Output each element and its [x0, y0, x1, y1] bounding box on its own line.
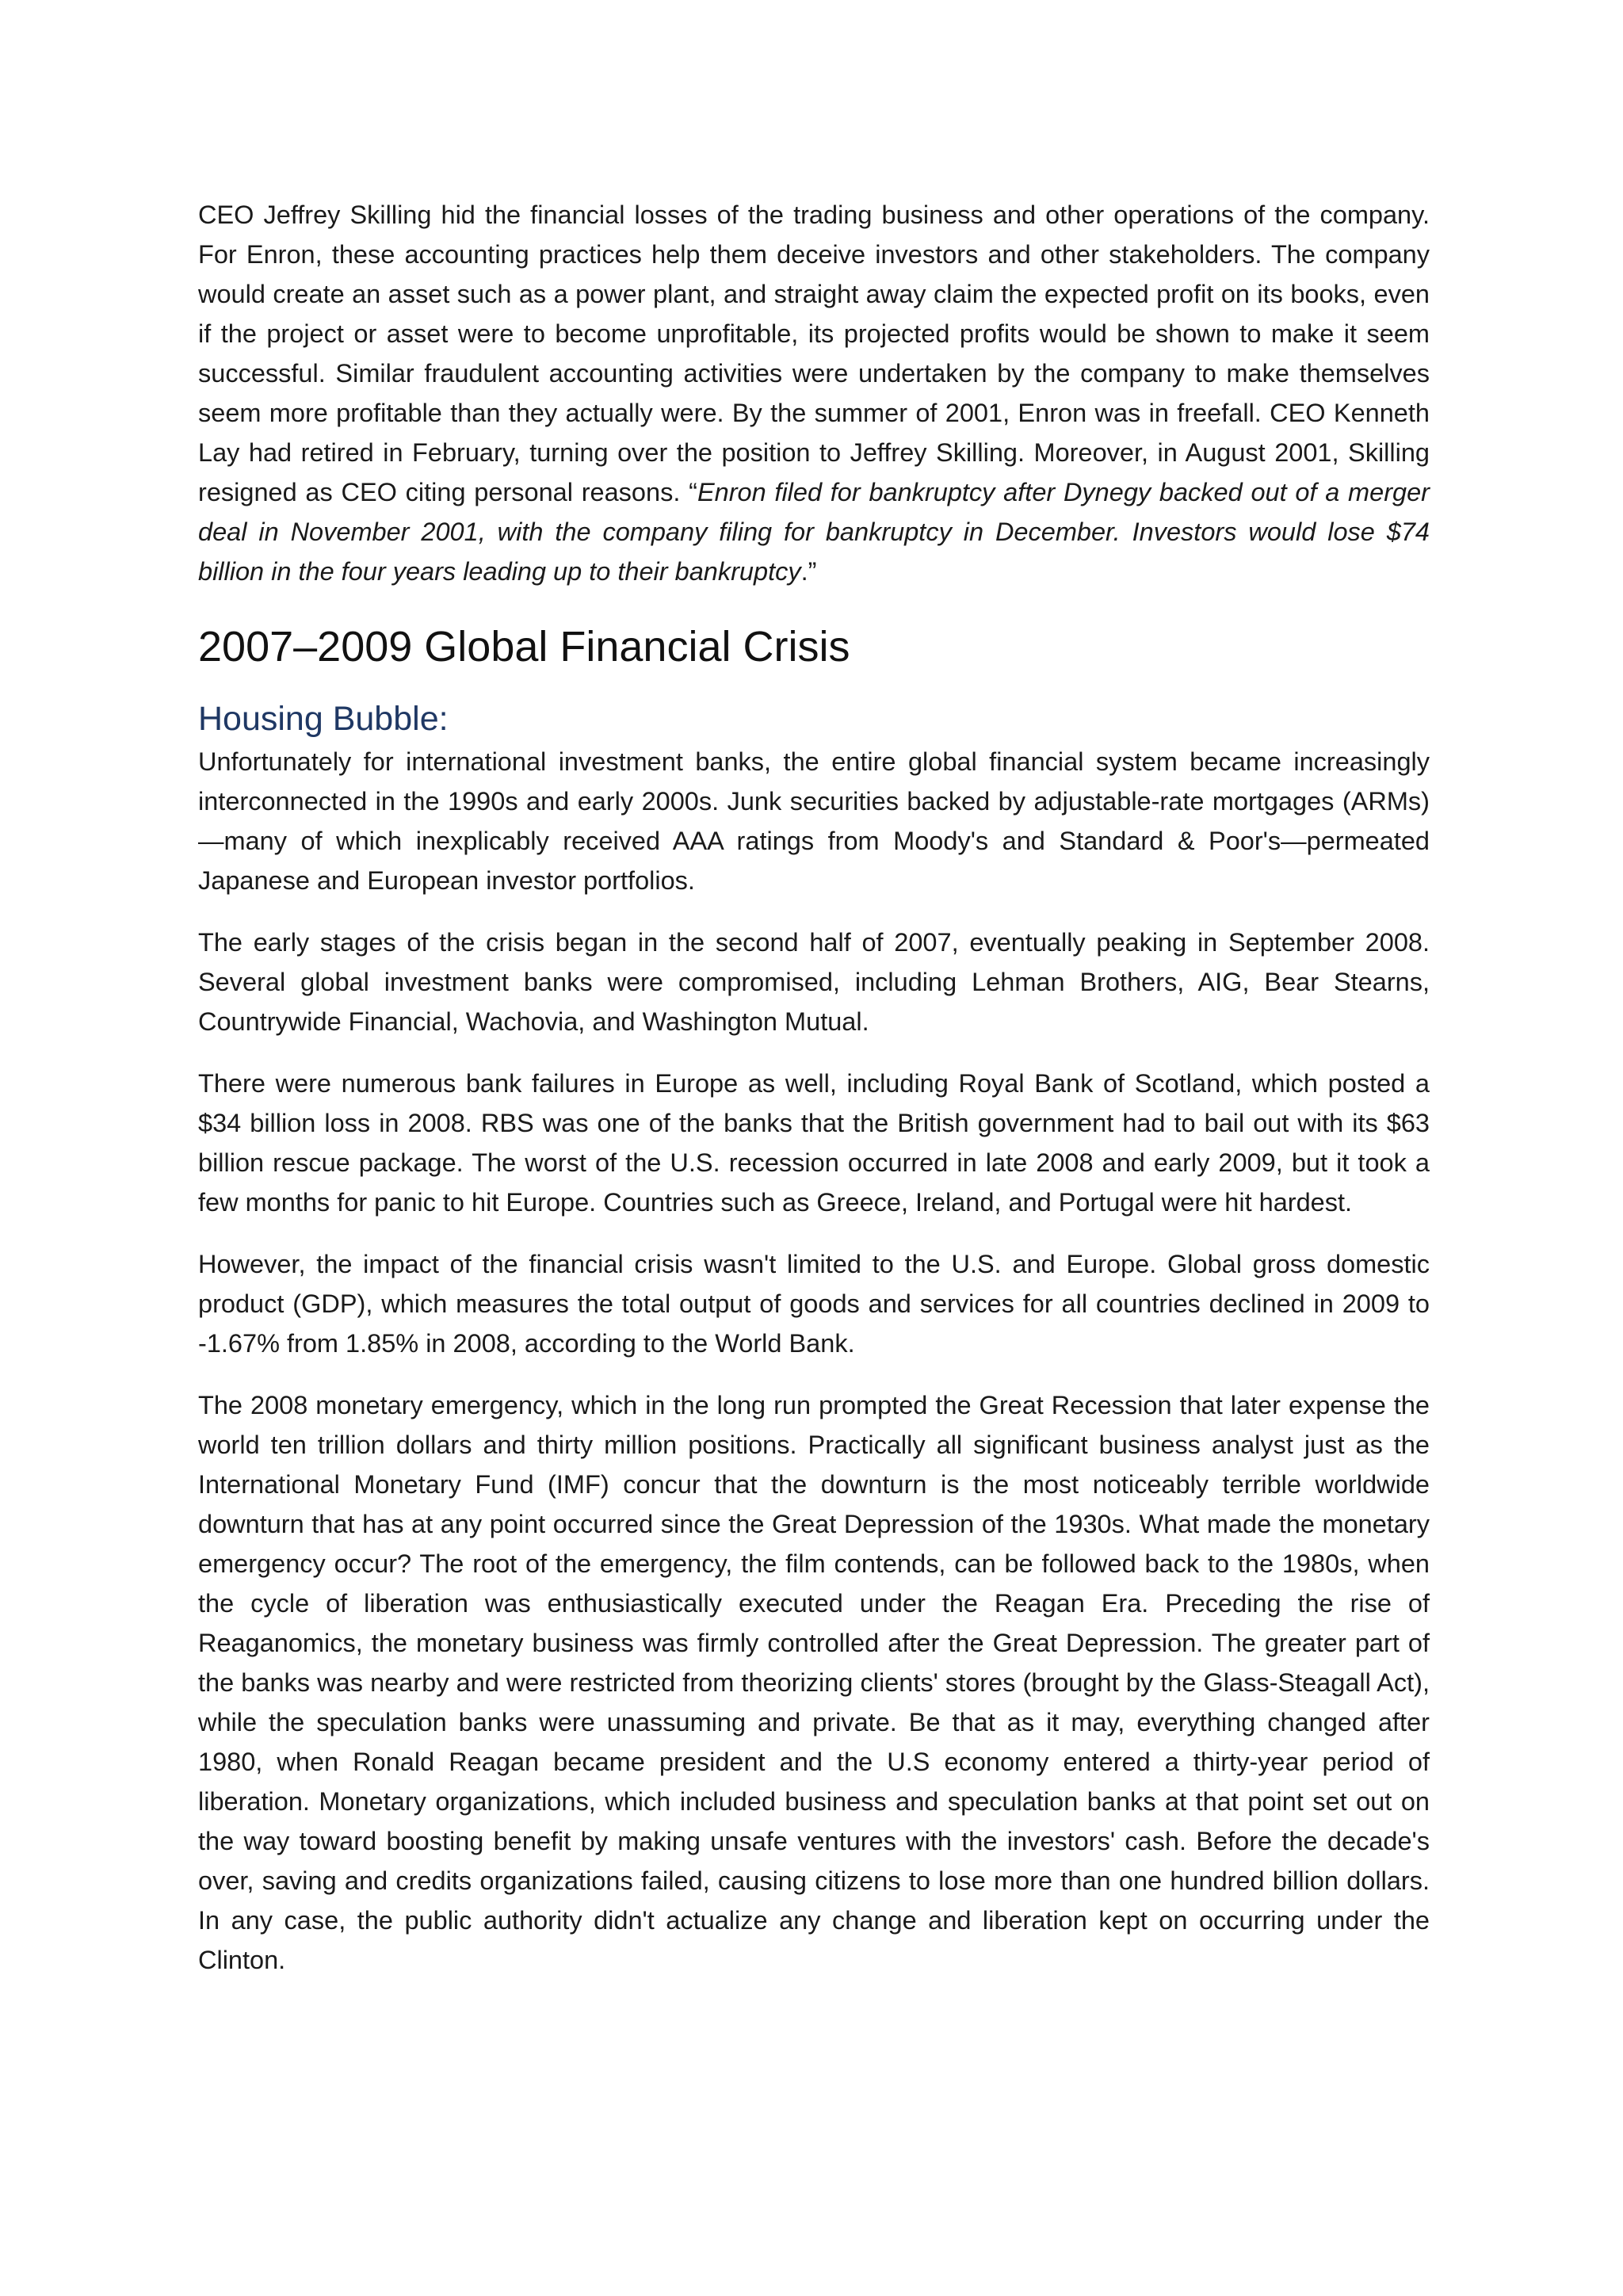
intro-text: CEO Jeffrey Skilling hid the financial losses of the trading business and other operations of the company. For Enron, these accounting practices help them deceive investors and other stakeholders. The company would create an asset such as a power plant, and straight away claim the expected profit on its books, even if the project or asset were to become unprofitable, its projected profits would be shown to make it seem successful. Similar fraudulent accounting activities were undertaken by the company to make themselves seem more profitable than they actually were. By the summer of 2001, Enron was in freefall. CEO Kenneth Lay had retired in February, turning over the position to Jeffrey Skilling. Moreover, in August 2001, Skilling resigned as CEO citing personal reasons. “ [198, 201, 1430, 506]
paragraph-5: The 2008 monetary emergency, which in the long run prompted the Great Recession that later expense the world ten trillion dollars and thirty million positions. Practically all significant business analyst just as the International Monetary Fund (IMF) concur that the downturn is the most noticeably terrible worldwide downturn that has at any point occurred since the Great Depression of the 1930s. What made the monetary emergency occur? The root of the emergency, the film contends, can be followed back to the 1980s, when the cycle of liberation was enthusiastically executed under the Reagan Era. Preceding the rise of Reaganomics, the monetary business was firmly controlled after the Great Depression. The greater part of the banks was nearby and were restricted from theorizing clients' stores (brought by the Glass-Steagall Act), while the speculation banks were unassuming and private. Be that as it may, everything changed after 1980, when Ronald Reagan became president and the U.S economy entered a thirty-year period of liberation. Monetary organizations, which included business and speculation banks at that point set out on the way toward boosting benefit by making unsafe ventures with the investors' cash. Before the decade's over, saving and credits organizations failed, causing citizens to lose more than one hundred billion dollars. In any case, the public authority didn't actualize any change and liberation kept on occurring under the Clinton. [198, 1391, 1430, 1974]
paragraph-3: There were numerous bank failures in Europe as well, including Royal Bank of Scotland, which posted a $34 billion loss in 2008. RBS was one of the banks that the British government had to bail out with its $63 billion rescue package. The worst of the U.S. recession occurred in late 2008 and early 2009, but it took a few months for panic to hit Europe. Countries such as Greece, Ireland, and Portugal were hit hardest. [198, 1069, 1430, 1217]
intro-quote: Enron filed for bankruptcy after Dynegy backed out of a merger deal in November 2001, with the company filing for bankruptcy in December. Investors would lose $74 billion in the four years leading up to their bankruptcy [198, 478, 1430, 586]
intro-paragraph [198, 195, 1430, 591]
document-page [198, 195, 1430, 2002]
subheading-housing-bubble: Housing Bubble: [198, 700, 449, 738]
paragraph-4: However, the impact of the financial crisis wasn't limited to the U.S. and Europe. Global gross domestic product (GDP), which measures the total output of goods and services for all countries declined in 2009 to -1.67% from 1.85% in 2008, according to the World Bank. [198, 1250, 1430, 1358]
paragraph-1: Unfortunately for international investment banks, the entire global financial system became increasingly interconnected in the 1990s and early 2000s. Junk securities backed by adjustable-rate mortgages (ARMs)—many of which inexplicably received AAA ratings from Moody's and Standard & Poor's—permeated Japanese and European investor portfolios. [198, 747, 1430, 895]
paragraph-2: The early stages of the crisis began in the second half of 2007, eventually peaking in September 2008. Several global investment banks were compromised, including Lehman Brothers, AIG, Bear Stearns, Countrywide Financial, Wachovia, and Washington Mutual. [198, 928, 1430, 1036]
intro-quote-end: .” [800, 557, 817, 586]
section-title: 2007–2009 Global Financial Crisis [198, 623, 850, 670]
